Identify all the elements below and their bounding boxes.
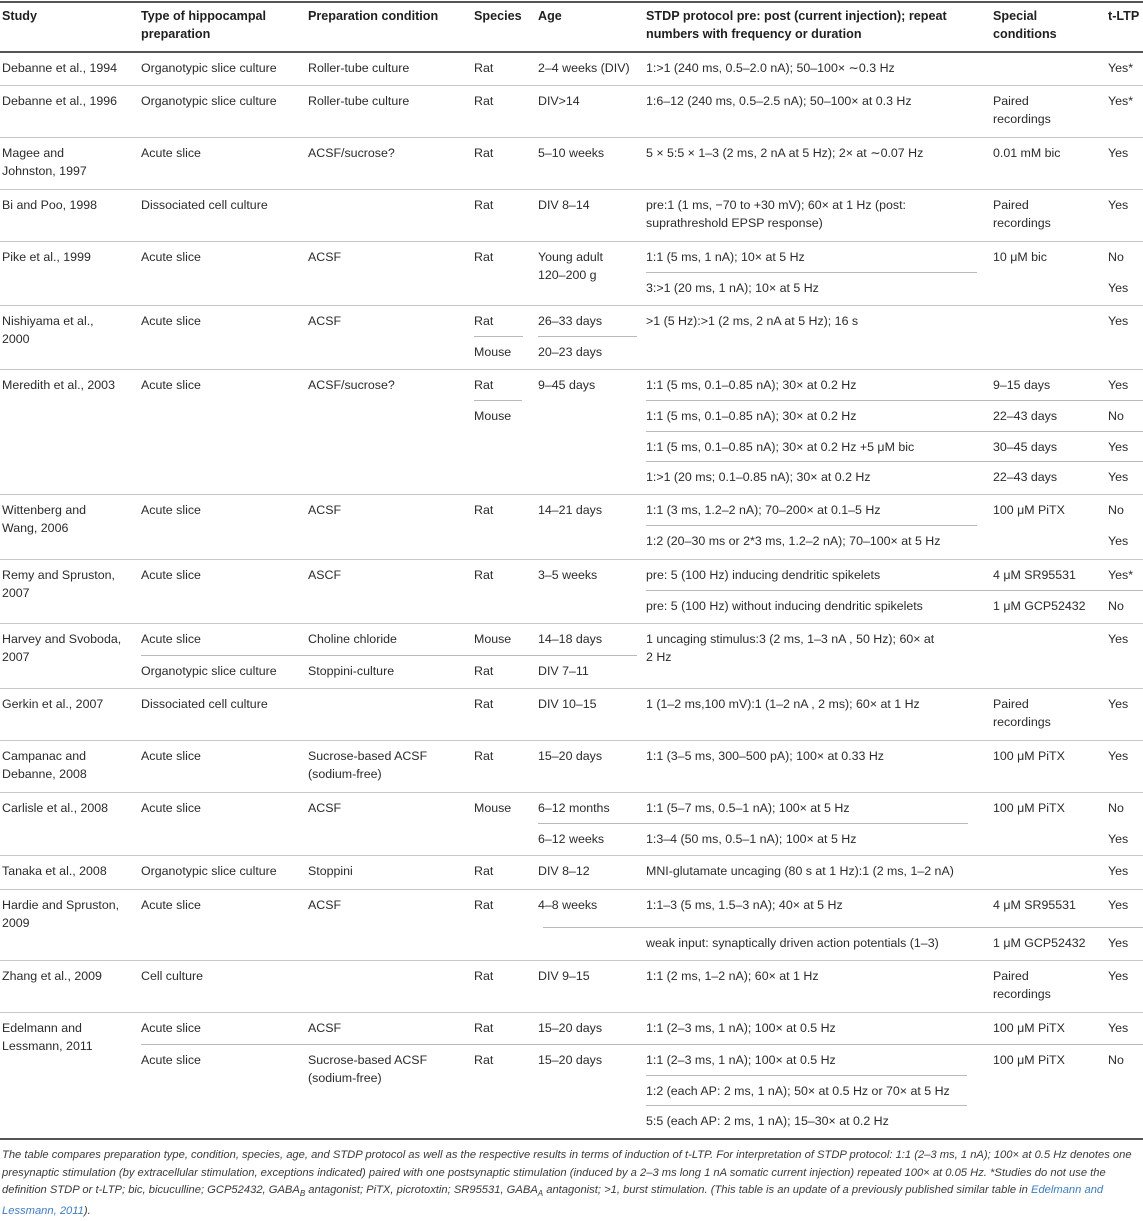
t-ltp-cell: Yes*	[1108, 568, 1134, 582]
study-cell: 2000	[2, 332, 30, 346]
age-cell: DIV 8–12	[538, 864, 590, 878]
preparation-type-cell: Organotypic slice culture	[141, 864, 277, 878]
special-conditions-cell: 30–45 days	[993, 440, 1058, 454]
preparation-condition-cell: ACSF	[308, 898, 342, 912]
sub-row-separator	[646, 272, 977, 273]
age-cell: 5–10 weeks	[538, 146, 605, 160]
preparation-condition-cell: Stoppini-culture	[308, 664, 395, 678]
protocol-cell: 1:2 (20–30 ms or 2*3 ms, 1.2–2 nA); 70–100× at 5 Hz	[646, 534, 941, 548]
preparation-type-cell: Acute slice	[141, 1053, 201, 1067]
header-special-conditions: conditions	[993, 27, 1057, 41]
study-cell: Tanaka et al., 2008	[2, 864, 107, 878]
species-cell: Rat	[474, 864, 494, 878]
study-cell: Gerkin et al., 2007	[2, 697, 104, 711]
species-cell: Mouse	[474, 409, 512, 423]
age-cell: 2–4 weeks (DIV)	[538, 61, 630, 75]
sub-row-separator	[543, 927, 1143, 928]
protocol-cell: 1:>1 (240 ms, 0.5–2.0 nA); 50–100× ∼0.3 Hz	[646, 61, 895, 75]
row-separator	[0, 740, 1143, 741]
t-ltp-cell: Yes	[1108, 470, 1129, 484]
row-separator	[0, 85, 1143, 86]
protocol-cell: 1:6–12 (240 ms, 0.5–2.5 nA); 50–100× at 0.3 Hz	[646, 94, 912, 108]
protocol-cell: 1:1 (5–7 ms, 0.5–1 nA); 100× at 5 Hz	[646, 801, 850, 815]
sub-row-separator	[538, 823, 968, 824]
t-ltp-cell: Yes	[1108, 864, 1129, 878]
t-ltp-cell: Yes	[1108, 832, 1129, 846]
study-cell: Zhang et al., 2009	[2, 969, 102, 983]
preparation-condition-cell: Choline chloride	[308, 632, 397, 646]
species-cell: Rat	[474, 314, 494, 328]
protocol-cell: MNI-glutamate uncaging (80 s at 1 Hz):1 (2 ms, 1–2 nA)	[646, 864, 954, 878]
protocol-cell: 1:1 (2–3 ms, 1 nA); 100× at 0.5 Hz	[646, 1053, 836, 1067]
header-study: Study	[2, 9, 37, 23]
t-ltp-cell: Yes	[1108, 749, 1129, 763]
header-t-ltp: t-LTP	[1108, 9, 1140, 23]
study-cell: Meredith et al., 2003	[2, 378, 115, 392]
age-cell: 14–18 days	[538, 632, 603, 646]
preparation-condition-cell: Roller-tube culture	[308, 94, 410, 108]
species-cell: Rat	[474, 697, 494, 711]
sub-row-separator	[538, 336, 637, 337]
row-separator	[0, 688, 1143, 689]
header-species: Species	[474, 9, 522, 23]
preparation-type-cell: Acute slice	[141, 749, 201, 763]
preparation-condition-cell: ACSF/sucrose?	[308, 378, 395, 392]
protocol-cell: 1:1–3 (5 ms, 1.5–3 nA); 40× at 5 Hz	[646, 898, 843, 912]
sub-row-separator	[646, 461, 1143, 462]
t-ltp-cell: No	[1108, 801, 1124, 815]
study-cell: Bi and Poo, 1998	[2, 198, 98, 212]
study-cell: Harvey and Svoboda,	[2, 632, 122, 646]
sub-row-separator	[141, 1044, 1143, 1045]
special-conditions-cell: recordings	[993, 715, 1051, 729]
preparation-condition-cell: Stoppini	[308, 864, 353, 878]
study-cell: 2007	[2, 650, 30, 664]
age-cell: DIV>14	[538, 94, 580, 108]
study-cell: Edelmann and	[2, 1021, 82, 1035]
age-cell: 120–200 g	[538, 268, 597, 282]
study-cell: Wittenberg and	[2, 503, 87, 517]
study-cell: Debanne, 2008	[2, 767, 87, 781]
caption-text-3: antagonist; >1, burst stimulation. (This table is an update of a previously published similar table in	[543, 1184, 1031, 1197]
t-ltp-cell: Yes	[1108, 440, 1129, 454]
t-ltp-cell: Yes	[1108, 697, 1129, 711]
species-cell: Rat	[474, 568, 494, 582]
species-cell: Rat	[474, 378, 494, 392]
study-cell: Wang, 2006	[2, 521, 69, 535]
special-conditions-cell: 100 μM PiTX	[993, 1053, 1065, 1067]
protocol-cell: 1:>1 (20 ms; 0.1–0.85 nA); 30× at 0.2 Hz	[646, 470, 871, 484]
header-bottom-rule	[0, 51, 1143, 53]
study-cell: Johnston, 1997	[2, 164, 87, 178]
sub-row-separator	[646, 590, 1143, 591]
special-conditions-cell: 100 μM PiTX	[993, 801, 1065, 815]
preparation-type-cell: Acute slice	[141, 503, 201, 517]
t-ltp-cell: Yes	[1108, 146, 1129, 160]
age-cell: 15–20 days	[538, 1021, 603, 1035]
age-cell: 20–23 days	[538, 345, 603, 359]
t-ltp-cell: No	[1108, 503, 1124, 517]
protocol-cell: 2 Hz	[646, 650, 672, 664]
header-preparation-type: Type of hippocampal	[141, 9, 267, 23]
protocol-cell: 1:1 (3 ms, 1.2–2 nA); 70–200× at 0.1–5 Hz	[646, 503, 881, 517]
age-cell: Young adult	[538, 250, 604, 264]
study-cell: Lessmann, 2011	[2, 1039, 93, 1053]
caption-reference-link[interactable]: Edelmann and Lessmann, 2011	[2, 1184, 1104, 1218]
caption-text-4: ).	[83, 1205, 91, 1218]
species-cell: Rat	[474, 94, 494, 108]
species-cell: Rat	[474, 198, 494, 212]
species-cell: Rat	[474, 1053, 494, 1067]
preparation-type-cell: Acute slice	[141, 146, 201, 160]
row-separator	[0, 369, 1143, 370]
special-conditions-cell: 100 μM PiTX	[993, 503, 1065, 517]
t-ltp-cell: No	[1108, 599, 1124, 613]
special-conditions-cell: recordings	[993, 216, 1051, 230]
caption-sub-1: B	[299, 1189, 306, 1199]
header-special-conditions: Special	[993, 9, 1038, 23]
t-ltp-cell: No	[1108, 1053, 1124, 1067]
special-conditions-cell: 4 μM SR95531	[993, 568, 1076, 582]
preparation-condition-cell: ACSF/sucrose?	[308, 146, 395, 160]
protocol-cell: pre: 5 (100 Hz) without inducing dendritic spikelets	[646, 599, 923, 613]
study-cell: Magee and	[2, 146, 65, 160]
t-ltp-cell: Yes*	[1108, 61, 1134, 75]
protocol-cell: 1:1 (2 ms, 1–2 nA); 60× at 1 Hz	[646, 969, 819, 983]
t-ltp-cell: No	[1108, 409, 1124, 423]
t-ltp-cell: Yes	[1108, 898, 1129, 912]
preparation-condition-cell: Sucrose-based ACSF	[308, 749, 428, 763]
protocol-cell: 1 uncaging stimulus:3 (2 ms, 1–3 nA , 50 Hz); 60× at	[646, 632, 935, 646]
study-cell: 2007	[2, 586, 30, 600]
species-cell: Rat	[474, 61, 494, 75]
species-cell: Rat	[474, 898, 494, 912]
age-cell: 26–33 days	[538, 314, 603, 328]
age-cell: DIV 9–15	[538, 969, 590, 983]
sub-row-separator	[646, 525, 977, 526]
study-cell: Debanne et al., 1994	[2, 61, 118, 75]
special-conditions-cell: 22–43 days	[993, 409, 1058, 423]
preparation-type-cell: Acute slice	[141, 801, 201, 815]
header-stdp-protocol: numbers with frequency or duration	[646, 27, 862, 41]
t-ltp-cell: Yes	[1108, 378, 1129, 392]
preparation-type-cell: Acute slice	[141, 632, 201, 646]
preparation-type-cell: Acute slice	[141, 1021, 201, 1035]
preparation-type-cell: Organotypic slice culture	[141, 94, 277, 108]
t-ltp-cell: Yes	[1108, 969, 1129, 983]
protocol-cell: 1:1 (5 ms, 0.1–0.85 nA); 30× at 0.2 Hz	[646, 409, 857, 423]
special-conditions-cell: 0.01 mM bic	[993, 146, 1061, 160]
study-cell: Nishiyama et al.,	[2, 314, 94, 328]
row-separator	[0, 241, 1143, 242]
preparation-condition-cell: ACSF	[308, 314, 342, 328]
age-cell: DIV 7–11	[538, 664, 589, 678]
protocol-cell: 1:3–4 (50 ms, 0.5–1 nA); 100× at 5 Hz	[646, 832, 857, 846]
table-bottom-rule	[0, 1138, 1143, 1140]
study-cell: 2009	[2, 916, 30, 930]
study-cell: Remy and Spruston,	[2, 568, 115, 582]
t-ltp-cell: Yes	[1108, 198, 1129, 212]
t-ltp-cell: Yes	[1108, 632, 1129, 646]
preparation-condition-cell: (sodium-free)	[308, 767, 382, 781]
caption-text-2: antagonist; PiTX, picrotoxtin; SR95531, GABA	[305, 1184, 538, 1197]
protocol-cell: weak input: synaptically driven action potentials (1–3)	[646, 936, 939, 950]
header-stdp-protocol: STDP protocol pre: post (current injection); repeat	[646, 9, 947, 23]
t-ltp-cell: Yes	[1108, 936, 1129, 950]
species-cell: Rat	[474, 1021, 494, 1035]
species-cell: Rat	[474, 664, 494, 678]
age-cell: 6–12 months	[538, 801, 610, 815]
preparation-condition-cell: ACSF	[308, 801, 342, 815]
special-conditions-cell: Paired	[993, 94, 1029, 108]
species-cell: Mouse	[474, 345, 512, 359]
t-ltp-cell: Yes	[1108, 534, 1129, 548]
special-conditions-cell: 100 μM PiTX	[993, 749, 1065, 763]
preparation-condition-cell: ACSF	[308, 1021, 342, 1035]
preparation-type-cell: Acute slice	[141, 898, 201, 912]
species-cell: Rat	[474, 146, 494, 160]
age-cell: 9–45 days	[538, 378, 596, 392]
preparation-type-cell: Acute slice	[141, 250, 201, 264]
protocol-cell: 1:1 (5 ms, 0.1–0.85 nA); 30× at 0.2 Hz	[646, 378, 857, 392]
special-conditions-cell: 9–15 days	[993, 378, 1051, 392]
preparation-type-cell: Cell culture	[141, 969, 203, 983]
sub-row-separator	[646, 1075, 967, 1076]
species-cell: Rat	[474, 503, 494, 517]
header-preparation-condition: Preparation condition	[308, 9, 439, 23]
protocol-cell: 1:1 (5 ms, 0.1–0.85 nA); 30× at 0.2 Hz +5 μM bic	[646, 440, 915, 454]
protocol-cell: pre:1 (1 ms, −70 to +30 mV); 60× at 1 Hz (post:	[646, 198, 906, 212]
row-separator	[0, 189, 1143, 190]
table-caption	[2, 1147, 1140, 1221]
t-ltp-cell: Yes	[1108, 314, 1129, 328]
preparation-type-cell: Dissociated cell culture	[141, 697, 268, 711]
sub-row-separator	[474, 336, 523, 337]
age-cell: 15–20 days	[538, 1053, 603, 1067]
sub-row-separator	[646, 431, 1143, 432]
sub-row-separator	[646, 1105, 967, 1106]
study-cell: Campanac and	[2, 749, 87, 763]
study-cell: Hardie and Spruston,	[2, 898, 120, 912]
species-cell: Mouse	[474, 801, 512, 815]
t-ltp-cell: Yes	[1108, 281, 1129, 295]
protocol-cell: >1 (5 Hz):>1 (2 ms, 2 nA at 5 Hz); 16 s	[646, 314, 859, 328]
species-cell: Rat	[474, 749, 494, 763]
study-cell: Pike et al., 1999	[2, 250, 91, 264]
protocol-cell: 3:>1 (20 ms, 1 nA); 10× at 5 Hz	[646, 281, 819, 295]
row-separator	[0, 889, 1143, 890]
caption-sub-2: A	[537, 1189, 544, 1199]
special-conditions-cell: Paired	[993, 198, 1029, 212]
t-ltp-cell: Yes	[1108, 1021, 1129, 1035]
preparation-type-cell: Acute slice	[141, 378, 201, 392]
header-age: Age	[538, 9, 562, 23]
preparation-type-cell: Acute slice	[141, 314, 201, 328]
protocol-cell: 1:1 (3–5 ms, 300–500 pA); 100× at 0.33 Hz	[646, 749, 884, 763]
row-separator	[0, 792, 1143, 793]
preparation-condition-cell: ACSF	[308, 503, 342, 517]
species-cell: Mouse	[474, 632, 512, 646]
special-conditions-cell: 10 μM bic	[993, 250, 1047, 264]
special-conditions-cell: recordings	[993, 987, 1051, 1001]
age-cell: 6–12 weeks	[538, 832, 605, 846]
sub-row-separator	[646, 400, 1143, 401]
row-separator	[0, 494, 1143, 495]
age-cell: 14–21 days	[538, 503, 603, 517]
preparation-type-cell: Dissociated cell culture	[141, 198, 268, 212]
age-cell: DIV 10–15	[538, 697, 597, 711]
special-conditions-cell: 1 μM GCP52432	[993, 936, 1086, 950]
t-ltp-cell: Yes*	[1108, 94, 1134, 108]
protocol-cell: 1:1 (5 ms, 1 nA); 10× at 5 Hz	[646, 250, 805, 264]
study-cell: Carlisle et al., 2008	[2, 801, 109, 815]
preparation-condition-cell: ACSF	[308, 250, 342, 264]
protocol-cell: suprathreshold EPSP response)	[646, 216, 823, 230]
preparation-type-cell: Organotypic slice culture	[141, 664, 277, 678]
special-conditions-cell: Paired	[993, 969, 1029, 983]
age-cell: 4–8 weeks	[538, 898, 598, 912]
preparation-type-cell: Acute slice	[141, 568, 201, 582]
study-cell: Debanne et al., 1996	[2, 94, 118, 108]
sub-row-separator	[141, 655, 637, 656]
row-separator	[0, 623, 1143, 624]
preparation-condition-cell: Roller-tube culture	[308, 61, 410, 75]
protocol-cell: 1:1 (2–3 ms, 1 nA); 100× at 0.5 Hz	[646, 1021, 836, 1035]
row-separator	[0, 855, 1143, 856]
preparation-condition-cell: ASCF	[308, 568, 342, 582]
table-top-rule	[0, 1, 1143, 3]
protocol-cell: 1:2 (each AP: 2 ms, 1 nA); 50× at 0.5 Hz or 70× at 5 Hz	[646, 1084, 950, 1098]
special-conditions-cell: 4 μM SR95531	[993, 898, 1076, 912]
species-cell: Rat	[474, 250, 494, 264]
special-conditions-cell: 22–43 days	[993, 470, 1058, 484]
row-separator	[0, 960, 1143, 961]
preparation-condition-cell: Sucrose-based ACSF	[308, 1053, 428, 1067]
protocol-cell: pre: 5 (100 Hz) inducing dendritic spikelets	[646, 568, 881, 582]
t-ltp-cell: No	[1108, 250, 1124, 264]
row-separator	[0, 137, 1143, 138]
special-conditions-cell: recordings	[993, 112, 1051, 126]
age-cell: DIV 8–14	[538, 198, 590, 212]
row-separator	[0, 559, 1143, 560]
special-conditions-cell: Paired	[993, 697, 1029, 711]
protocol-cell: 5 × 5:5 × 1–3 (2 ms, 2 nA at 5 Hz); 2× at ∼0.07 Hz	[646, 146, 924, 160]
preparation-type-cell: Organotypic slice culture	[141, 61, 277, 75]
species-cell: Rat	[474, 969, 494, 983]
age-cell: 15–20 days	[538, 749, 603, 763]
row-separator	[0, 305, 1143, 306]
special-conditions-cell: 1 μM GCP52432	[993, 599, 1086, 613]
protocol-cell: 5:5 (each AP: 2 ms, 1 nA); 15–30× at 0.2 Hz	[646, 1114, 889, 1128]
preparation-condition-cell: (sodium-free)	[308, 1071, 382, 1085]
row-separator	[0, 1012, 1143, 1013]
protocol-cell: 1 (1–2 ms,100 mV):1 (1–2 nA , 2 ms); 60× at 1 Hz	[646, 697, 920, 711]
sub-row-separator	[474, 400, 522, 401]
special-conditions-cell: 100 μM PiTX	[993, 1021, 1065, 1035]
header-preparation-type: preparation	[141, 27, 211, 41]
caption-text-1: The table compares preparation type, condition, species, age, and STDP protocol as well as the respective results in terms of induction of t-LTP. For interpretation of STDP protocol: 1:1 (2–3 ms, 1 nA); 100× at 0.5 Hz denotes one presynaptic stimulation (by extracellular stimulation, exceptions indicated) paired with one postsynaptic stimulation (induced by a 2–3 ms long 1 nA somatic current injection) repeated 100× at 0.05 Hz. *Studies do not use the definition STDP or t-LTP; bic, bicuculline; GCP52432, GABA	[2, 1149, 1132, 1197]
age-cell: 3–5 weeks	[538, 568, 598, 582]
